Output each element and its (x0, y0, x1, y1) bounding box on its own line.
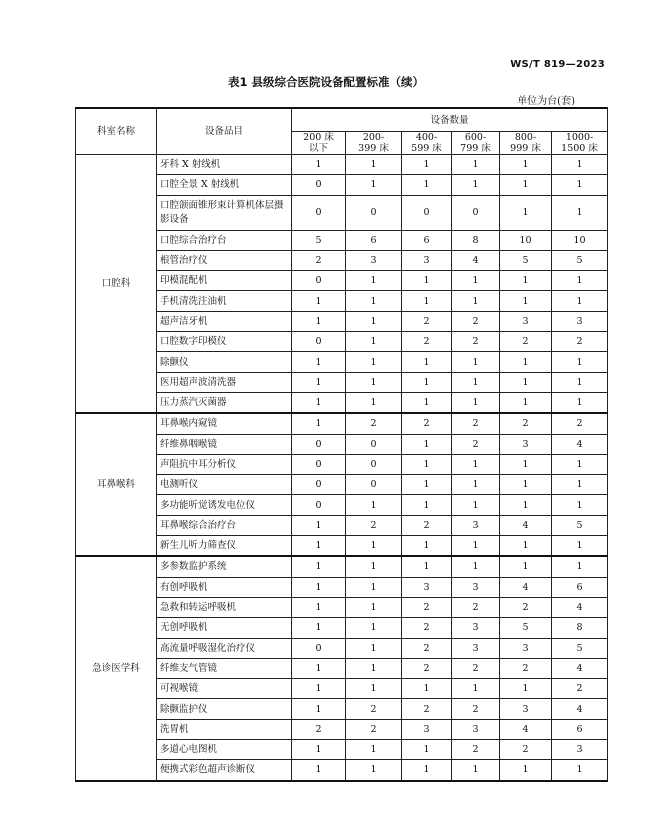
quantity-cell: 3 (552, 740, 608, 760)
quantity-cell: 4 (552, 658, 608, 678)
table-row (76, 556, 608, 577)
quantity-cell: 1 (346, 155, 402, 175)
quantity-cell: 2 (500, 658, 552, 678)
quantity-cell: 3 (452, 577, 500, 597)
equipment-name: 耳鼻喉综合治疗台 (157, 515, 292, 535)
quantity-cell: 3 (452, 719, 500, 739)
quantity-cell: 2 (402, 658, 452, 678)
quantity-cell: 1 (402, 291, 452, 311)
equipment-name: 口腔数字印模仪 (157, 332, 292, 352)
quantity-cell: 0 (346, 434, 402, 454)
quantity-cell: 6 (402, 230, 452, 250)
quantity-cell: 3 (500, 699, 552, 719)
quantity-cell: 1 (500, 454, 552, 474)
quantity-cell: 0 (346, 475, 402, 495)
quantity-cell: 4 (452, 250, 500, 270)
quantity-cell: 1 (292, 155, 346, 175)
equipment-name: 纤维鼻咽喉镜 (157, 434, 292, 454)
quantity-cell: 2 (452, 434, 500, 454)
quantity-cell: 5 (552, 638, 608, 658)
quantity-cell: 1 (402, 352, 452, 372)
quantity-cell: 2 (346, 719, 402, 739)
table-row (76, 413, 608, 434)
quantity-cell: 4 (500, 577, 552, 597)
header-bed-level: 400- 599 床 (402, 132, 452, 155)
quantity-cell: 8 (452, 230, 500, 250)
quantity-cell: 1 (402, 271, 452, 291)
quantity-cell: 2 (402, 699, 452, 719)
quantity-cell: 1 (292, 536, 346, 557)
quantity-cell: 10 (552, 230, 608, 250)
quantity-cell: 3 (500, 638, 552, 658)
equipment-name: 口腔综合治疗台 (157, 230, 292, 250)
quantity-cell: 2 (346, 515, 402, 535)
quantity-cell: 2 (552, 679, 608, 699)
quantity-cell: 1 (500, 475, 552, 495)
quantity-cell: 1 (552, 195, 608, 230)
quantity-cell: 1 (402, 454, 452, 474)
quantity-cell: 1 (402, 392, 452, 413)
quantity-cell: 0 (452, 195, 500, 230)
quantity-cell: 1 (402, 175, 452, 195)
quantity-cell: 1 (452, 175, 500, 195)
unit-note: 单位为台(套) (517, 96, 575, 107)
quantity-cell: 3 (500, 434, 552, 454)
quantity-cell: 0 (292, 475, 346, 495)
equipment-name: 新生儿听力筛查仪 (157, 536, 292, 557)
quantity-cell: 1 (500, 155, 552, 175)
quantity-cell: 3 (552, 311, 608, 331)
quantity-cell: 2 (292, 250, 346, 270)
quantity-cell: 1 (500, 679, 552, 699)
equipment-name: 纤维支气管镜 (157, 658, 292, 678)
equipment-name: 可视喉镜 (157, 679, 292, 699)
equipment-name: 便携式彩色超声诊断仪 (157, 760, 292, 781)
quantity-cell: 1 (402, 760, 452, 781)
equipment-name: 口腔全景 X 射线机 (157, 175, 292, 195)
quantity-cell: 0 (292, 195, 346, 230)
quantity-cell: 4 (500, 515, 552, 535)
header-bed-level: 200- 399 床 (346, 132, 402, 155)
quantity-cell: 1 (346, 536, 402, 557)
quantity-cell: 3 (452, 638, 500, 658)
quantity-cell: 0 (292, 175, 346, 195)
quantity-cell: 5 (552, 515, 608, 535)
quantity-cell: 3 (500, 311, 552, 331)
quantity-cell: 1 (402, 495, 452, 515)
quantity-cell: 1 (552, 556, 608, 577)
quantity-cell: 1 (552, 475, 608, 495)
quantity-cell: 1 (346, 638, 402, 658)
quantity-cell: 1 (346, 392, 402, 413)
header-bed-level: 800- 999 床 (500, 132, 552, 155)
department-name: 急诊医学科 (76, 556, 157, 780)
quantity-cell: 5 (292, 230, 346, 250)
quantity-cell: 1 (452, 536, 500, 557)
quantity-cell: 3 (402, 577, 452, 597)
quantity-cell: 0 (292, 454, 346, 474)
quantity-cell: 1 (552, 271, 608, 291)
quantity-cell: 6 (346, 230, 402, 250)
quantity-cell: 1 (346, 740, 402, 760)
equipment-name: 多道心电图机 (157, 740, 292, 760)
quantity-cell: 4 (552, 434, 608, 454)
department-name: 耳鼻喉科 (76, 413, 157, 556)
quantity-cell: 1 (402, 536, 452, 557)
quantity-cell: 0 (292, 332, 346, 352)
quantity-cell: 1 (292, 515, 346, 535)
quantity-cell: 2 (500, 332, 552, 352)
quantity-cell: 1 (500, 175, 552, 195)
equipment-name: 有创呼吸机 (157, 577, 292, 597)
quantity-cell: 1 (292, 352, 346, 372)
quantity-cell: 1 (346, 577, 402, 597)
equipment-name: 印模混配机 (157, 271, 292, 291)
quantity-cell: 1 (452, 679, 500, 699)
table-title: 表1 县级综合医院设备配置标准（续） (227, 75, 424, 89)
equipment-name: 超声洁牙机 (157, 311, 292, 331)
quantity-cell: 2 (346, 699, 402, 719)
table-row (76, 155, 608, 175)
quantity-cell: 2 (452, 658, 500, 678)
quantity-cell: 1 (452, 454, 500, 474)
quantity-cell: 2 (500, 413, 552, 434)
quantity-cell: 4 (552, 597, 608, 617)
quantity-cell: 1 (292, 372, 346, 392)
quantity-cell: 0 (346, 454, 402, 474)
quantity-cell: 1 (402, 372, 452, 392)
quantity-cell: 1 (402, 740, 452, 760)
quantity-cell: 3 (452, 515, 500, 535)
quantity-cell: 1 (346, 175, 402, 195)
quantity-cell: 2 (552, 332, 608, 352)
equipment-name: 高流量呼吸湿化治疗仪 (157, 638, 292, 658)
quantity-cell: 6 (552, 577, 608, 597)
quantity-cell: 1 (500, 352, 552, 372)
equipment-name: 急救和转运呼吸机 (157, 597, 292, 617)
quantity-cell: 2 (500, 740, 552, 760)
quantity-cell: 1 (346, 556, 402, 577)
quantity-cell: 1 (552, 760, 608, 781)
quantity-cell: 1 (346, 495, 402, 515)
quantity-cell: 1 (292, 760, 346, 781)
quantity-cell: 2 (452, 332, 500, 352)
equipment-name: 根管治疗仪 (157, 250, 292, 270)
quantity-cell: 1 (500, 760, 552, 781)
quantity-cell: 10 (500, 230, 552, 250)
equipment-name: 无创呼吸机 (157, 618, 292, 638)
quantity-cell: 2 (552, 413, 608, 434)
header-quantity-group: 设备数量 (292, 108, 608, 132)
equipment-name: 除颤仪 (157, 352, 292, 372)
quantity-cell: 1 (346, 271, 402, 291)
quantity-cell: 1 (292, 740, 346, 760)
quantity-cell: 0 (292, 495, 346, 515)
quantity-cell: 1 (346, 332, 402, 352)
quantity-cell: 1 (292, 679, 346, 699)
quantity-cell: 1 (402, 475, 452, 495)
equipment-name: 洗胃机 (157, 719, 292, 739)
quantity-cell: 1 (292, 413, 346, 434)
quantity-cell: 2 (402, 515, 452, 535)
quantity-cell: 1 (500, 372, 552, 392)
header-department: 科室名称 (76, 108, 157, 155)
quantity-cell: 3 (346, 250, 402, 270)
quantity-cell: 1 (452, 352, 500, 372)
quantity-cell: 3 (452, 618, 500, 638)
quantity-cell: 1 (452, 291, 500, 311)
quantity-cell: 1 (292, 577, 346, 597)
quantity-cell: 1 (402, 556, 452, 577)
quantity-cell: 1 (452, 760, 500, 781)
quantity-cell: 1 (500, 556, 552, 577)
header-bed-level: 600- 799 床 (452, 132, 500, 155)
quantity-cell: 1 (346, 291, 402, 311)
quantity-cell: 1 (292, 392, 346, 413)
equipment-name: 除颤监护仪 (157, 699, 292, 719)
quantity-cell: 0 (292, 434, 346, 454)
equipment-name: 多参数监护系统 (157, 556, 292, 577)
quantity-cell: 1 (346, 760, 402, 781)
quantity-cell: 1 (346, 679, 402, 699)
quantity-cell: 1 (452, 155, 500, 175)
quantity-cell: 1 (402, 155, 452, 175)
quantity-cell: 2 (402, 618, 452, 638)
quantity-cell: 2 (452, 413, 500, 434)
quantity-cell: 1 (346, 352, 402, 372)
quantity-cell: 2 (402, 638, 452, 658)
quantity-cell: 1 (552, 372, 608, 392)
quantity-cell: 1 (552, 536, 608, 557)
quantity-cell: 1 (452, 392, 500, 413)
equipment-name: 耳鼻喉内窥镜 (157, 413, 292, 434)
quantity-cell: 1 (552, 155, 608, 175)
quantity-cell: 1 (292, 618, 346, 638)
quantity-cell: 1 (292, 658, 346, 678)
quantity-cell: 5 (552, 250, 608, 270)
quantity-cell: 1 (292, 556, 346, 577)
quantity-cell: 2 (452, 311, 500, 331)
quantity-cell: 1 (500, 392, 552, 413)
quantity-cell: 1 (452, 475, 500, 495)
equipment-name: 电测听仪 (157, 475, 292, 495)
quantity-cell: 3 (402, 719, 452, 739)
header-equipment-item: 设备品目 (157, 108, 292, 155)
quantity-cell: 1 (552, 352, 608, 372)
quantity-cell: 1 (552, 175, 608, 195)
quantity-cell: 1 (452, 271, 500, 291)
quantity-cell: 8 (552, 618, 608, 638)
quantity-cell: 2 (500, 597, 552, 617)
equipment-name: 声阻抗中耳分析仪 (157, 454, 292, 474)
quantity-cell: 0 (292, 271, 346, 291)
quantity-cell: 4 (552, 699, 608, 719)
table-body (76, 155, 608, 781)
quantity-cell: 1 (552, 392, 608, 413)
department-name: 口腔科 (76, 155, 157, 414)
quantity-cell: 6 (552, 719, 608, 739)
equipment-name: 压力蒸汽灭菌器 (157, 392, 292, 413)
quantity-cell: 2 (346, 413, 402, 434)
header-bed-level: 200 床 以下 (292, 132, 346, 155)
quantity-cell: 1 (346, 311, 402, 331)
standard-code: WS/T 819—2023 (510, 59, 605, 70)
quantity-cell: 1 (500, 536, 552, 557)
quantity-cell: 1 (552, 291, 608, 311)
quantity-cell: 4 (500, 719, 552, 739)
quantity-cell: 1 (500, 271, 552, 291)
quantity-cell: 1 (552, 495, 608, 515)
quantity-cell: 2 (452, 597, 500, 617)
quantity-cell: 5 (500, 618, 552, 638)
equipment-name: 牙科 X 射线机 (157, 155, 292, 175)
quantity-cell: 2 (402, 597, 452, 617)
quantity-cell: 0 (292, 638, 346, 658)
quantity-cell: 0 (402, 195, 452, 230)
quantity-cell: 1 (500, 195, 552, 230)
equipment-name: 医用超声波清洗器 (157, 372, 292, 392)
quantity-cell: 2 (292, 719, 346, 739)
quantity-cell: 1 (292, 311, 346, 331)
quantity-cell: 1 (452, 495, 500, 515)
quantity-cell: 1 (346, 618, 402, 638)
quantity-cell: 1 (552, 454, 608, 474)
quantity-cell: 0 (346, 195, 402, 230)
quantity-cell: 1 (292, 291, 346, 311)
equipment-name: 手机清洗注油机 (157, 291, 292, 311)
equipment-standard-table (75, 107, 608, 782)
quantity-cell: 5 (500, 250, 552, 270)
quantity-cell: 2 (452, 699, 500, 719)
quantity-cell: 1 (346, 372, 402, 392)
quantity-cell: 1 (402, 434, 452, 454)
header-bed-level: 1000- 1500 床 (552, 132, 608, 155)
quantity-cell: 1 (346, 658, 402, 678)
quantity-cell: 1 (346, 597, 402, 617)
quantity-cell: 2 (402, 311, 452, 331)
quantity-cell: 1 (292, 597, 346, 617)
quantity-cell: 1 (500, 495, 552, 515)
equipment-name: 口腔颌面锥形束计算机体层摄影设备 (157, 195, 292, 230)
quantity-cell: 1 (452, 556, 500, 577)
quantity-cell: 1 (452, 372, 500, 392)
quantity-cell: 3 (402, 250, 452, 270)
quantity-cell: 2 (402, 332, 452, 352)
equipment-name: 多功能听觉诱发电位仪 (157, 495, 292, 515)
quantity-cell: 1 (292, 699, 346, 719)
quantity-cell: 1 (402, 679, 452, 699)
quantity-cell: 2 (402, 413, 452, 434)
quantity-cell: 2 (452, 740, 500, 760)
quantity-cell: 1 (500, 291, 552, 311)
